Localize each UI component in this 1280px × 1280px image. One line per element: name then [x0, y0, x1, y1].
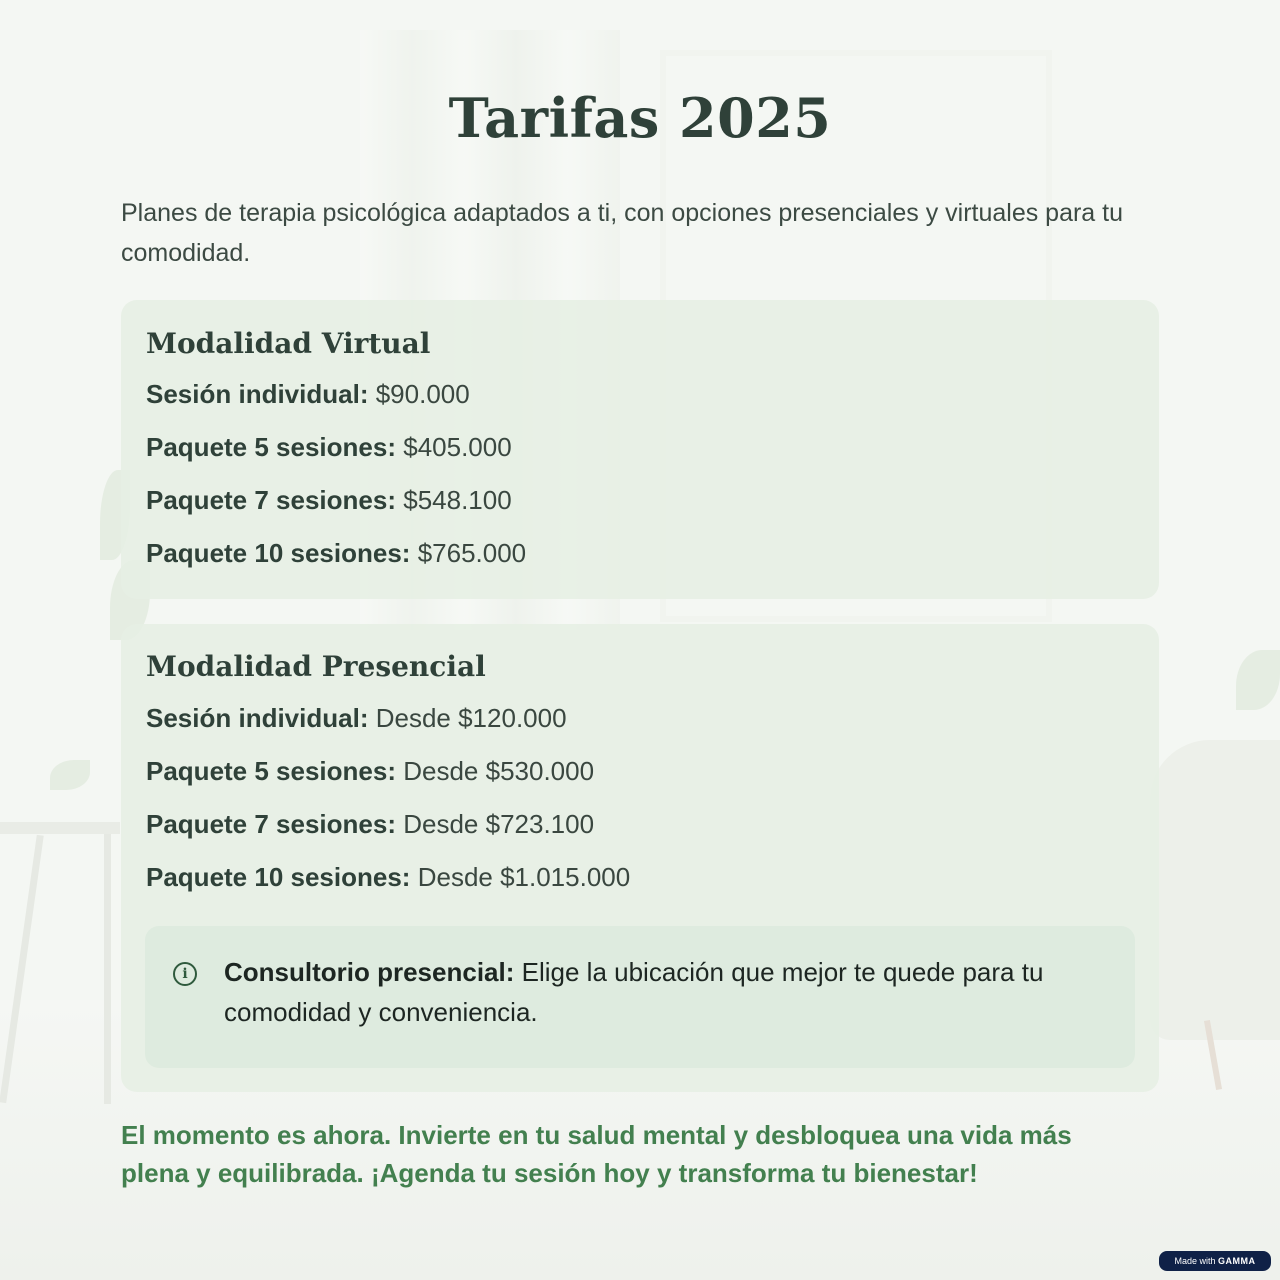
- callout-label: Consultorio presencial:: [224, 957, 515, 987]
- rate-price: Desde $120.000: [375, 703, 567, 733]
- background-plant-leaf: [1236, 650, 1280, 710]
- rate-label: Paquete 5 sesiones:: [146, 432, 396, 462]
- presencial-rates-card: [121, 624, 1159, 1092]
- badge-prefix: Made with: [1174, 1256, 1216, 1266]
- virtual-heading: Modalidad Virtual: [146, 327, 431, 360]
- background-table-leg: [104, 834, 111, 1104]
- rate-price: $90.000: [375, 379, 470, 409]
- rate-price: Desde $530.000: [403, 756, 595, 786]
- rate-label: Paquete 5 sesiones:: [146, 756, 396, 786]
- rate-label: Paquete 10 sesiones:: [146, 538, 411, 568]
- badge-brand: GAMMA: [1218, 1256, 1256, 1266]
- rate-item: [146, 857, 630, 910]
- rate-item: [146, 427, 526, 480]
- rate-price: $405.000: [403, 432, 512, 462]
- rate-price: Desde $723.100: [403, 809, 595, 839]
- rate-price: $548.100: [403, 485, 512, 515]
- presencial-heading: Modalidad Presencial: [146, 650, 486, 683]
- made-with-gamma-badge[interactable]: [1159, 1251, 1271, 1271]
- page-title: Tarifas 2025: [448, 86, 832, 150]
- rate-label: Sesión individual:: [146, 379, 369, 409]
- background-armchair: [1150, 740, 1280, 1040]
- callout-body: Elige la ubicación que mejor te quede para tu comodidad y conveniencia.: [224, 957, 1044, 1027]
- rate-label: Paquete 7 sesiones:: [146, 809, 396, 839]
- virtual-rate-list: [146, 374, 526, 586]
- rate-label: Paquete 10 sesiones:: [146, 862, 411, 892]
- background-plant-leaf: [50, 760, 90, 790]
- rate-item: [146, 533, 526, 586]
- rate-label: Paquete 7 sesiones:: [146, 485, 396, 515]
- rate-price: Desde $1.015.000: [417, 862, 631, 892]
- rate-item: [146, 751, 630, 804]
- rate-item: [146, 698, 630, 751]
- info-icon: i: [173, 962, 197, 986]
- rate-item: [146, 374, 526, 427]
- rate-item: [146, 804, 630, 857]
- rate-price: $765.000: [417, 538, 527, 568]
- callout-text: [224, 952, 1104, 1032]
- rate-item: [146, 480, 526, 533]
- rate-label: Sesión individual:: [146, 703, 369, 733]
- consultorio-callout: [145, 926, 1135, 1068]
- background-side-table: [0, 822, 120, 834]
- intro-text: Planes de terapia psicológica adaptados a ti, con opciones presenciales y virtuales para tu comodidad.: [121, 199, 1124, 267]
- virtual-rates-card: [121, 300, 1159, 599]
- presencial-rate-list: [146, 698, 630, 910]
- call-to-action: El momento es ahora. Invierte en tu salud mental y desbloquea una vida más plena y equilibrada. ¡Agenda tu sesión hoy y transforma tu bienestar!: [121, 1120, 1072, 1188]
